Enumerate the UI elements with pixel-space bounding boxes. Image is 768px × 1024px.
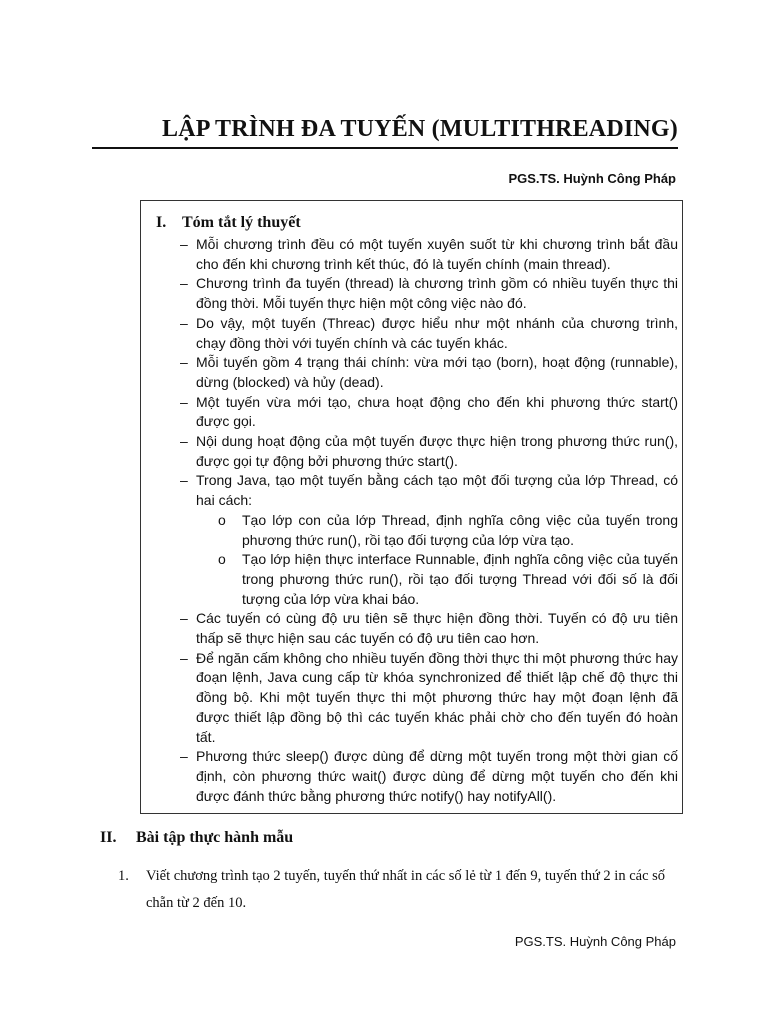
theory-item-text: Do vậy, một tuyến (Threac) được hiểu như một nhánh của chương trình, chạy đồng thời với tuyến chính và các tuyến khác. bbox=[196, 314, 678, 351]
title-underline bbox=[92, 147, 678, 149]
practice-section-heading bbox=[100, 829, 293, 847]
dash-marker: – bbox=[180, 354, 188, 371]
dash-marker: – bbox=[180, 314, 188, 331]
theory-subitem bbox=[180, 511, 678, 550]
theory-item bbox=[180, 649, 678, 748]
circle-bullet-icon: o bbox=[218, 511, 226, 528]
footer-author: PGS.TS. Huỳnh Công Pháp bbox=[514, 934, 676, 949]
theory-item-text: Một tuyến vừa mới tạo, chưa hoạt động cho đến khi phương thức start() được gọi. bbox=[196, 393, 678, 430]
theory-subitem-text: Tạo lớp hiện thực interface Runnable, định nghĩa công việc của tuyến trong phương thức run(), rồi tạo đối tượng Thread với đối số là đối tượng của lớp vừa khai báo. bbox=[242, 551, 678, 607]
exercise-item bbox=[118, 863, 680, 917]
practice-section-title: Bài tập thực hành mẫu bbox=[136, 829, 294, 846]
theory-item bbox=[180, 274, 678, 313]
dash-marker: – bbox=[180, 275, 188, 292]
theory-item bbox=[180, 609, 678, 648]
dash-marker: – bbox=[180, 236, 188, 252]
dash-marker: – bbox=[180, 472, 188, 489]
dash-marker: – bbox=[180, 649, 188, 666]
theory-item-text: Các tuyến có cùng độ ưu tiên sẽ thực hiện đồng thời. Tuyến có độ ưu tiên thấp sẽ thực hiện sau các tuyến có độ ưu tiên cao hơn. bbox=[196, 610, 678, 647]
theory-item-text: Để ngăn cấm không cho nhiều tuyến đồng thời thực thi một phương thức hay đoạn lệnh, Java cung cấp từ khóa synchronized để thiết lập chế độ thực thi đồng bộ. Khi một tuyến thực thi một phương thức hay một đoạn lệnh đã được thiết lập đồng bộ thì các tuyến khác phải chờ cho đến tuyến đó hoàn tất. bbox=[196, 649, 678, 745]
theory-item-text: Nội dung hoạt động của một tuyến được thực hiện trong phương thức run(), được gọi tự động bởi phương thức start(). bbox=[196, 433, 678, 469]
dash-marker: – bbox=[180, 433, 188, 450]
theory-subitem bbox=[180, 550, 678, 609]
theory-item bbox=[180, 471, 678, 510]
exercise-text: Viết chương trình tạo 2 tuyến, tuyến thứ nhất in các số lẻ từ 1 đến 9, tuyến thứ 2 in các số chẵn từ 2 đến 10. bbox=[146, 868, 666, 911]
theory-item bbox=[180, 747, 678, 806]
theory-item-text: Chương trình đa tuyến (thread) là chương trình gồm có nhiều tuyến thực thi đồng thời. Mỗi tuyến thực hiện một công việc nào đó. bbox=[196, 275, 678, 312]
theory-item-text: Mỗi chương trình đều có một tuyến xuyên suốt từ khi chương trình bắt đầu cho đến khi chương trình kết thúc, đó là tuyến chính (main thread). bbox=[196, 236, 678, 272]
theory-list bbox=[180, 235, 678, 806]
practice-section-number: II. bbox=[100, 829, 117, 846]
theory-item bbox=[180, 432, 678, 471]
dash-marker: – bbox=[180, 748, 188, 765]
exercise-number: 1. bbox=[118, 868, 129, 884]
theory-subitem-text: Tạo lớp con của lớp Thread, định nghĩa công việc của tuyến trong phương thức run(), rồi tạo đối tượng của lớp vừa tạo. bbox=[242, 511, 678, 548]
theory-section-title: Tóm tắt lý thuyết bbox=[182, 214, 301, 231]
header-author: PGS.TS. Huỳnh Công Pháp bbox=[508, 171, 676, 186]
theory-item bbox=[180, 393, 678, 432]
theory-item-text: Mỗi tuyến gồm 4 trạng thái chính: vừa mới tạo (born), hoạt động (runnable), dừng (blocked) và hủy (dead). bbox=[196, 354, 678, 390]
theory-section-heading bbox=[156, 214, 301, 232]
page-title: LẬP TRÌNH ĐA TUYẾN (MULTITHREADING) bbox=[162, 116, 678, 142]
theory-item-text: Trong Java, tạo một tuyến bằng cách tạo một đối tượng của lớp Thread, có hai cách: bbox=[196, 472, 678, 509]
theory-item-text: Phương thức sleep() được dùng để dừng một tuyến trong một thời gian cố định, còn phương thức wait() được dùng để dừng một tuyến cho đến khi được đánh thức bằng phương thức notify() hay notifyAll(). bbox=[196, 748, 678, 804]
dash-marker: – bbox=[180, 393, 188, 410]
theory-item bbox=[180, 314, 678, 353]
circle-bullet-icon: o bbox=[218, 551, 226, 568]
theory-section-number: I. bbox=[156, 214, 167, 231]
theory-item bbox=[180, 235, 678, 274]
theory-item bbox=[180, 353, 678, 392]
dash-marker: – bbox=[180, 610, 188, 627]
